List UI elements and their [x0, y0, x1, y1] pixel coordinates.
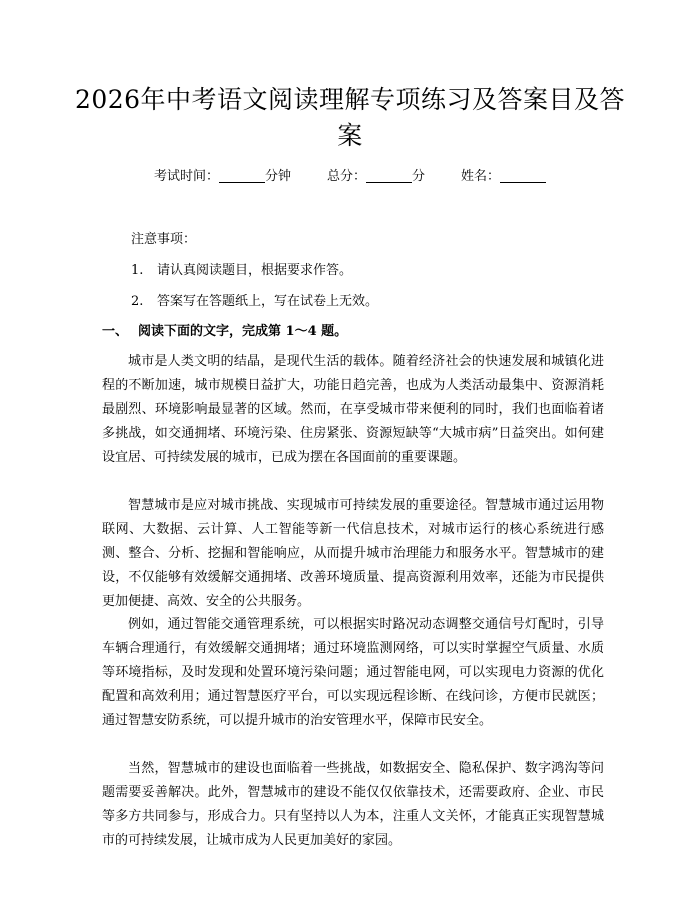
name-label: 姓名： [461, 169, 501, 184]
time-blank [219, 168, 265, 183]
notice-item-text: 请认真阅读题目，根据要求作答。 [157, 263, 353, 278]
time-unit: 分钟 [264, 169, 291, 184]
notice-item-number: 2. [131, 294, 144, 309]
document-title: 2026年中考语文阅读理解专项练习及答案目及答案 [74, 85, 626, 150]
score-blank [366, 168, 412, 183]
score-label: 总分： [326, 169, 366, 184]
passage-paragraph: 城市是人类文明的结晶，是现代生活的载体。随着经济社会的快速发展和城镇化进程的不断加速，城市规模日益扩大，功能日趋完善，也成为人类活动最集中、资源消耗最剧烈、环境影响最显著的区域。然而，在享受城市带来便利的同时，我们也面临着诸多挑战，如交通拥堵、环境污染、住房紧张、资源短缺等“大城市病”日益突出。如何建设宜居、可持续发展的城市，已成为摆在各国面前的重要课题。 [102, 354, 604, 465]
section-number: 一、 [102, 324, 129, 339]
passage-paragraph: 当然，智慧城市的建设也面临着一些挑战，如数据安全、隐私保护、数字鸿沟等问题需要妥善解决。此外，智慧城市的建设不能仅仅依靠技术，还需要政府、企业、市民等多方共同参与，形成合力。只有坚持以人为本，注重人文关怀，才能真正实现智慧城市的可持续发展，让城市成为人民更加美好的家园。 [102, 761, 604, 848]
exam-info-line [0, 168, 700, 186]
passage-paragraph: 智慧城市是应对城市挑战、实现城市可持续发展的重要途径。智慧城市通过运用物联网、大数据、云计算、人工智能等新一代信息技术，对城市运行的核心系统进行感测、整合、分析、挖掘和智能响应，从而提升城市治理能力和服务水平。智慧城市的建设，不仅能够有效缓解交通拥堵、改善环境质量、提高资源利用效率，还能为市民提供更加便捷、高效、安全的公共服务。 [102, 498, 604, 609]
notice-item-number: 1. [131, 263, 144, 278]
section-heading [102, 323, 347, 341]
passage-paragraph: 例如，通过智能交通管理系统，可以根据实时路况动态调整交通信号灯配时，引导车辆合理通行，有效缓解交通拥堵；通过环境监测网络，可以实时掌握空气质量、水质等环境指标，及时发现和处置环境污染问题；通过智能电网，可以实现电力资源的优化配置和高效利用；通过智慧医疗平台，可以实现远程诊断、在线问诊，方便市民就医；通过智慧安防系统，可以提升城市的治安管理水平，保障市民安全。 [102, 617, 604, 728]
name-blank [500, 168, 546, 183]
score-unit: 分 [412, 169, 426, 184]
notice-heading: 注意事项： [131, 232, 197, 247]
section-title: 阅读下面的文字，完成第 1～4 题。 [138, 324, 348, 339]
time-label: 考试时间： [153, 169, 219, 184]
notice-item-text: 答案写在答题纸上，写在试卷上无效。 [157, 294, 379, 309]
notice-item [131, 262, 352, 280]
notice-item [131, 293, 378, 311]
